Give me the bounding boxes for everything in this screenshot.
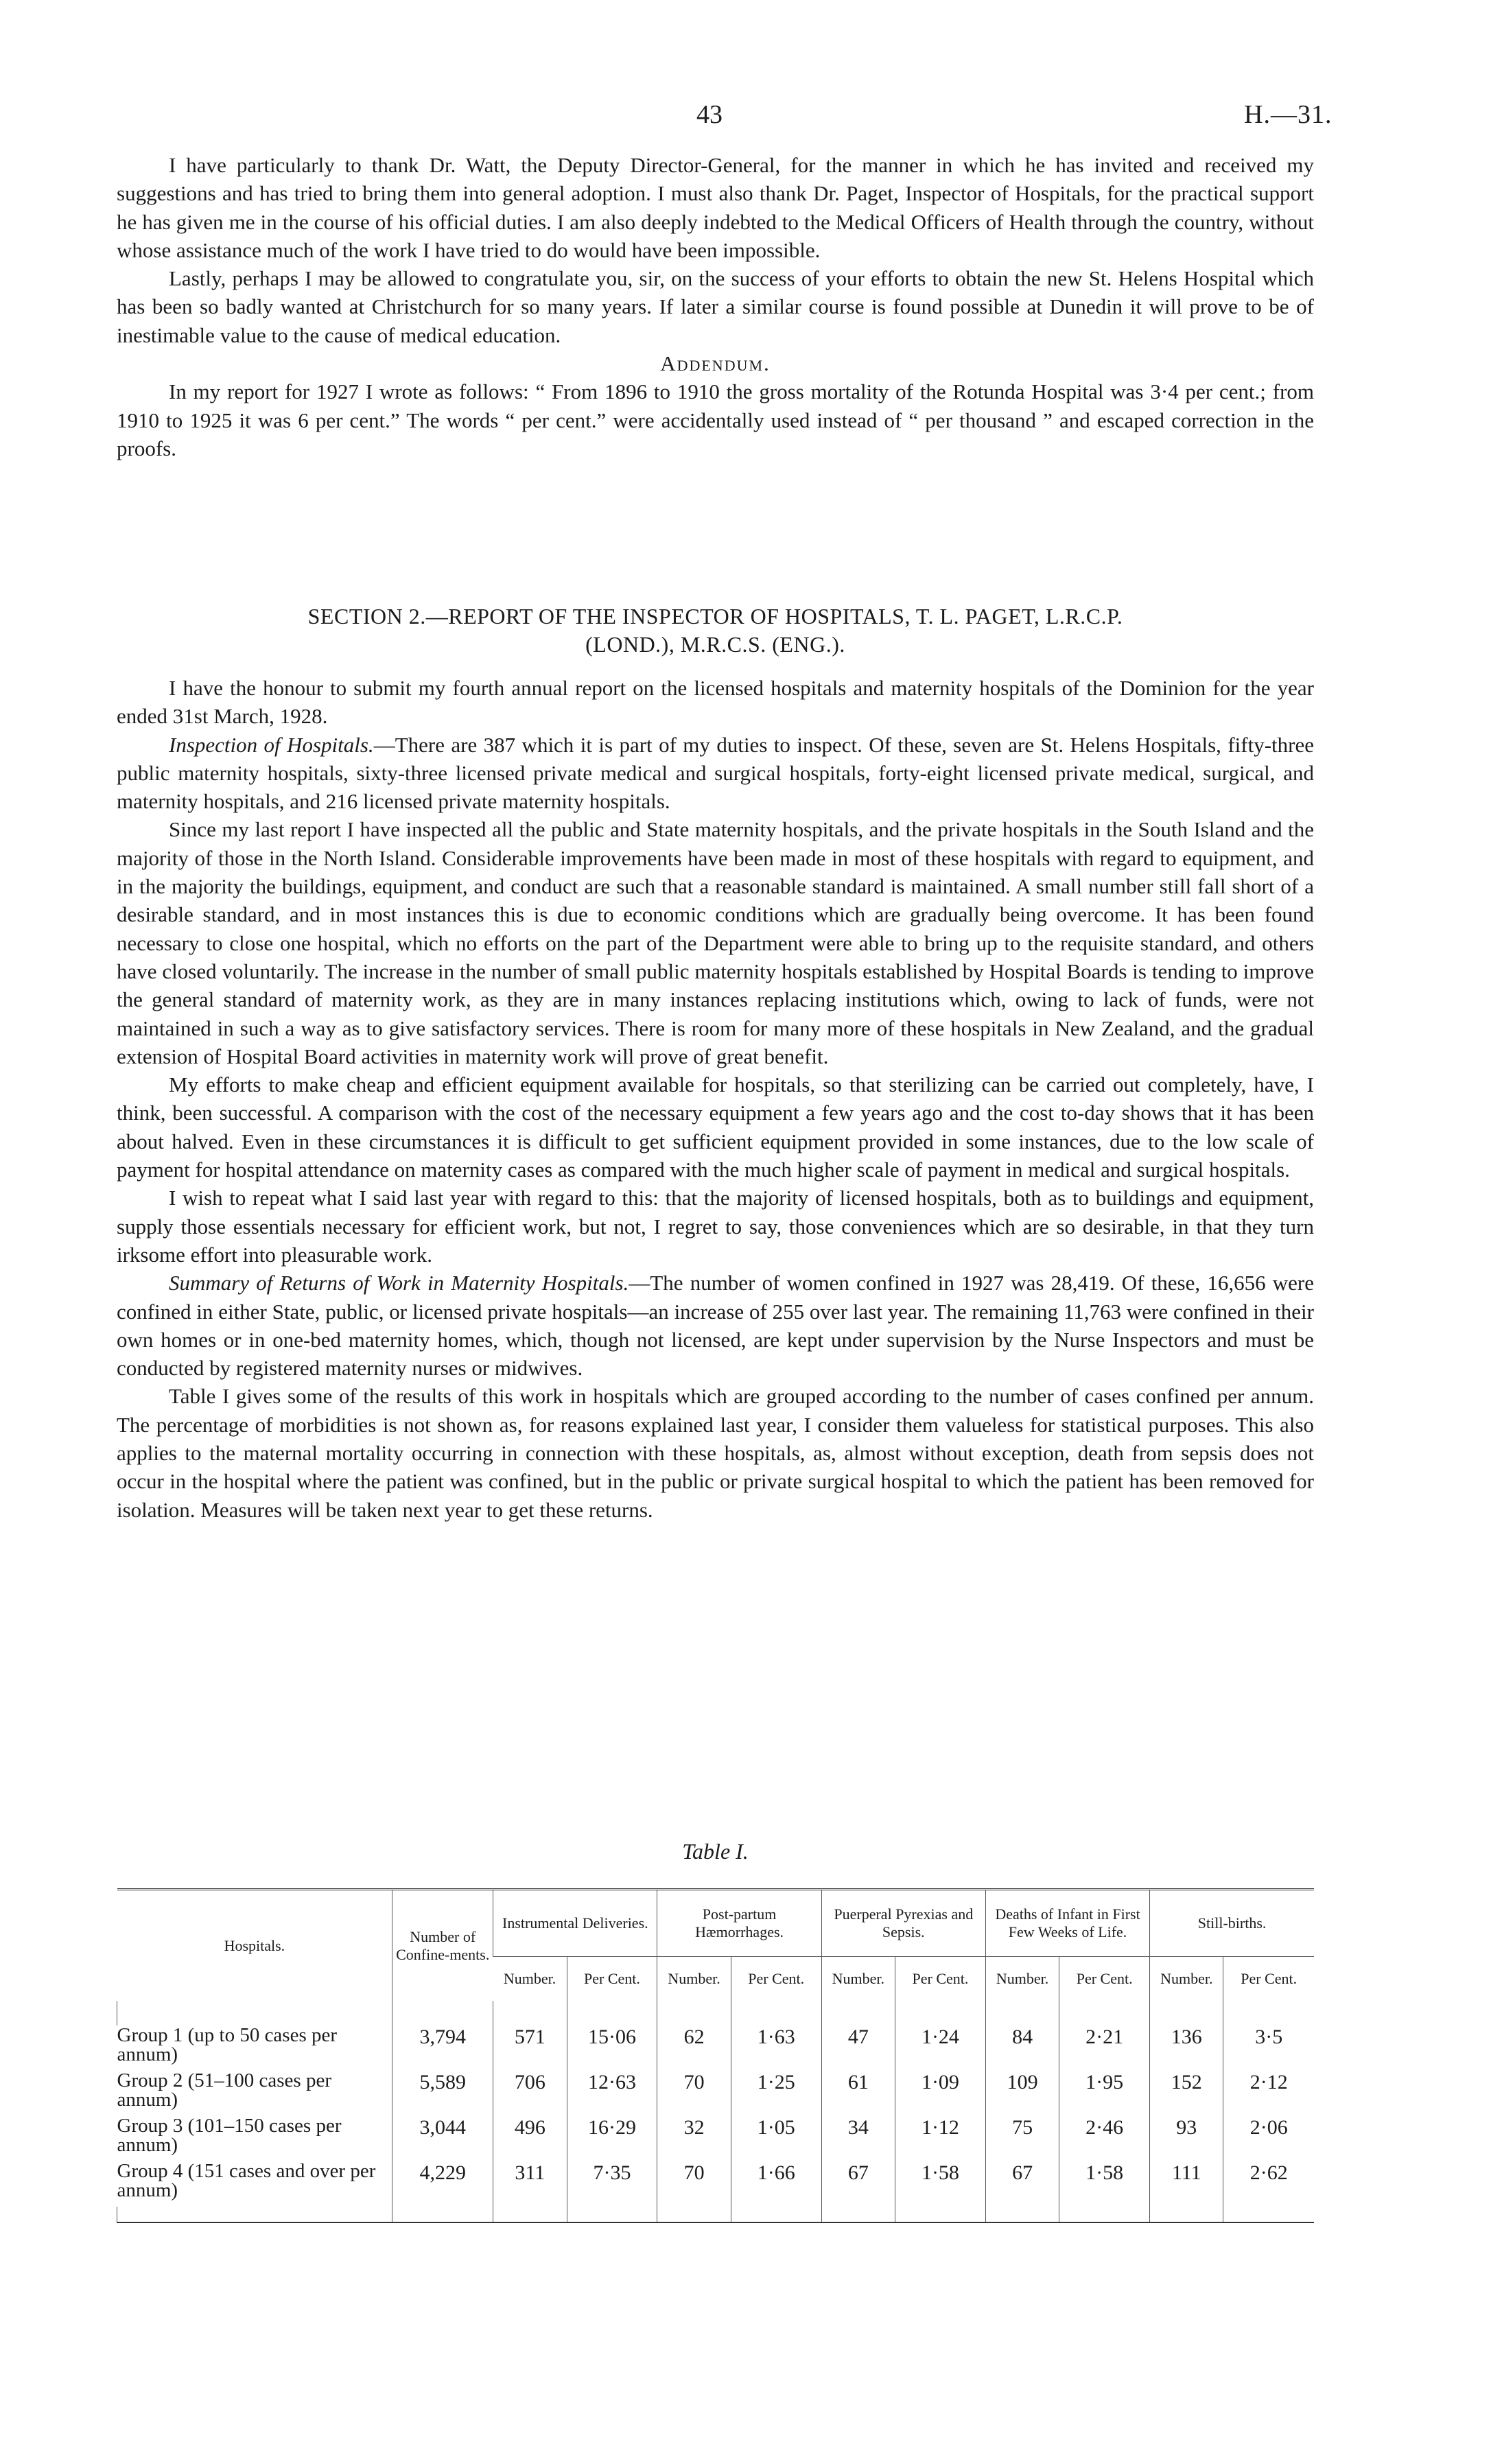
- inspector-report-body: [117, 674, 1314, 1524]
- subheader-number: Number.: [1150, 1957, 1223, 2002]
- page-number: 43: [696, 100, 723, 129]
- subheader-number: Number.: [821, 1957, 895, 2002]
- page-header: [0, 99, 1491, 141]
- cell-value: 1·58: [1059, 2161, 1150, 2207]
- cell-confinements: 3,044: [392, 2116, 493, 2161]
- cell-value: 706: [493, 2071, 567, 2116]
- paragraph-inspection: [117, 731, 1314, 816]
- cell-value: 1·24: [895, 2026, 985, 2071]
- cell-value: 93: [1150, 2116, 1223, 2161]
- cell-value: 62: [657, 2026, 731, 2071]
- row-label: Group 1 (up to 50 cases per annum): [117, 2024, 338, 2065]
- cell-value: 32: [657, 2116, 731, 2161]
- header-instrumental-deliveries: Instrumental Deliveries.: [493, 1890, 657, 1957]
- paragraph-improvements: Since my last report I have inspected all the public and State maternity hospitals, and the private hospitals in the South Island and the majority of those in the North Island. Considerable improvements have been made in most of these hospitals with regard to equipment, and in the majority the buildings, equipment, and conduct are such that a reasonable standard is maintained. A small number still fall short of a desirable standard, and in most instances this is due to economic conditions which are gradually being overcome. It has been found necessary to close one hospital, which no efforts on the part of the Department were able to bring up to the requisite standard, and others have closed voluntarily. The increase in the number of small public maternity hospitals established by Hospital Boards is tending to improve the general standard of maternity work, as they are in many instances replacing institutions which, owing to lack of funds, were not maintained in such a way as to give satisfactory services. There is room for many more of these hospitals in New Zealand, and the gradual extension of Hospital Board activities in maternity work will prove of great benefit.: [117, 817, 1314, 1068]
- cell-value: 34: [821, 2116, 895, 2161]
- cell-value: 67: [821, 2161, 895, 2207]
- cell-value: 67: [985, 2161, 1059, 2207]
- subheader-per-cent: Per Cent.: [1059, 1957, 1150, 2002]
- cell-confinements: 3,794: [392, 2026, 493, 2071]
- cell-value: 111: [1150, 2161, 1223, 2207]
- table-row: [117, 2026, 1315, 2071]
- cell-value: 3·5: [1223, 2026, 1314, 2071]
- table-row: [117, 2161, 1315, 2207]
- paragraph-equipment: My efforts to make cheap and efficient equipment available for hospitals, so that sterilizing can be carried out completely, have, I think, been successful. A comparison with the cost of the necessary equipment a few years ago and the cost to-day shows that it has been about halved. Even in these circumstances it is difficult to get sufficient equipment provided in some instances, due to the low scale of payment for hospital attendance on maternity cases as compared with the much higher scale of payment in medical and surgical hospitals.: [117, 1072, 1314, 1182]
- cell-value: 75: [985, 2116, 1059, 2161]
- cell-value: 2·06: [1223, 2116, 1314, 2161]
- cell-value: 47: [821, 2026, 895, 2071]
- paragraph-table-intro: Table I gives some of the results of this work in hospitals which are grouped according to the number of cases confined per annum. The percentage of morbidities is not shown as, for reasons explained last year, I consider them valueless for statistical purposes. This also applies to the maternal mortality occurring in connection with these hospitals, as, almost without exception, death from sepsis does not occur in the hospital where the patient was confined, but in the public or private surgical hospital to which the patient has been removed for isolation. Measures will be taken next year to get these returns.: [117, 1384, 1314, 1522]
- cell-value: 152: [1150, 2071, 1223, 2116]
- section-heading: [117, 602, 1314, 659]
- header-hospitals: Hospitals.: [224, 1936, 285, 1954]
- cell-value: 1·63: [731, 2026, 821, 2071]
- cell-value: 70: [657, 2071, 731, 2116]
- cell-value: 1·66: [731, 2161, 821, 2207]
- paragraph-summary: [117, 1269, 1314, 1382]
- subheader-number: Number.: [493, 1957, 567, 2002]
- table-caption: Table I.: [682, 1839, 749, 1864]
- section-heading-line-2: (LOND.), M.R.C.S. (ENG.).: [585, 632, 845, 657]
- subheader-per-cent: Per Cent.: [567, 1957, 657, 2002]
- cell-value: 2·21: [1059, 2026, 1150, 2071]
- paragraph-thanks: I have particularly to thank Dr. Watt, the Deputy Director-General, for the manner in which he has invited and received my suggestions and has tried to bring them into general adoption. I must also thank Dr. Paget, Inspector of Hospitals, for the practical support he has given me in the course of his official duties. I am also deeply indebted to the Medical Officers of Health through the country, without whose assistance much of the work I have tried to do would have been impossible.: [117, 153, 1314, 262]
- cell-value: 1·05: [731, 2116, 821, 2161]
- subheader-per-cent: Per Cent.: [1223, 1957, 1314, 2002]
- cell-value: 61: [821, 2071, 895, 2116]
- maternity-statistics-table: [117, 1888, 1314, 2223]
- cell-value: 311: [493, 2161, 567, 2207]
- paragraph-intro: I have the honour to submit my fourth annual report on the licensed hospitals and maternity hospitals of the Dominion for the year ended 31st March, 1928.: [117, 676, 1314, 729]
- addendum-heading: Addendum.: [660, 351, 771, 376]
- table-row: [117, 2071, 1315, 2116]
- header-puerperal-pyrexias: Puerperal Pyrexias and Sepsis.: [821, 1890, 985, 1957]
- document-reference: H.—31.: [1244, 100, 1332, 129]
- inspection-text: —There are 387 which it is part of my duties to inspect. Of these, seven are St. Helens Hospitals, fifty-three public maternity hospitals, sixty-three licensed private medical and surgical hospitals, forty-eight licensed private medical, surgical, and maternity hospitals, and 216 licensed private maternity hospitals.: [117, 732, 1314, 814]
- cell-value: 496: [493, 2116, 567, 2161]
- cell-confinements: 4,229: [392, 2161, 493, 2207]
- cell-value: 136: [1150, 2026, 1223, 2071]
- summary-text: —The number of women confined in 1927 was 28,419. Of these, 16,656 were confined in either State, public, or licensed private hospitals—an increase of 255 over last year. The remaining 11,763 were confined in their own homes or in one-bed maternity homes, which, though not licensed, are kept under supervision by the Nurse Inspectors and must be conducted by registered maternity nurses or midwives.: [117, 1271, 1314, 1381]
- inspection-title: Inspection of Hospitals.: [169, 732, 374, 757]
- header-infant-deaths: Deaths of Infant in First Few Weeks of Life.: [985, 1890, 1149, 1957]
- cell-value: 1·58: [895, 2161, 985, 2207]
- header-confinements: Number of Confine-ments.: [392, 1890, 493, 2002]
- summary-title: Summary of Returns of Work in Maternity Hospitals.: [169, 1271, 629, 1295]
- subheader-number: Number.: [985, 1957, 1059, 2002]
- subheader-per-cent: Per Cent.: [731, 1957, 821, 2002]
- subheader-number: Number.: [657, 1957, 731, 2002]
- cell-value: 1·95: [1059, 2071, 1150, 2116]
- cell-value: 70: [657, 2161, 731, 2207]
- cell-confinements: 5,589: [392, 2071, 493, 2116]
- cell-value: 16·29: [567, 2116, 657, 2161]
- cell-value: 12·63: [567, 2071, 657, 2116]
- cell-value: 571: [493, 2026, 567, 2071]
- section-heading-line-1: SECTION 2.—REPORT OF THE INSPECTOR OF HOSPITALS, T. L. PAGET, L.R.C.P.: [307, 604, 1123, 629]
- cell-value: 2·46: [1059, 2116, 1150, 2161]
- cell-value: 7·35: [567, 2161, 657, 2207]
- addendum-text: In my report for 1927 I wrote as follows: “ From 1896 to 1910 the gross mortality of the Rotunda Hospital was 3·4 per cent.; from 1910 to 1925 it was 6 per cent.” The words “ per cent.” were accidentally used instead of “ per thousand ” and escaped correction in the proofs.: [117, 379, 1314, 460]
- row-label: Group 2 (51–100 cases per annum): [117, 2069, 331, 2111]
- cell-value: 2·12: [1223, 2071, 1314, 2116]
- cell-value: 15·06: [567, 2026, 657, 2071]
- cell-value: 84: [985, 2026, 1059, 2071]
- cell-value: 1·09: [895, 2071, 985, 2116]
- row-label: Group 3 (101–150 cases per annum): [117, 2115, 342, 2156]
- cell-value: 109: [985, 2071, 1059, 2116]
- paragraph-conveniences: I wish to repeat what I said last year with regard to this: that the majority of licensed hospitals, both as to buildings and equipment, supply those essentials necessary for efficient work, but not, I regret to say, those conveniences which are so desirable, in that they turn irksome effort into pleasurable work.: [117, 1186, 1314, 1267]
- table-row: [117, 2116, 1315, 2161]
- header-still-births: Still-births.: [1150, 1890, 1314, 1957]
- cell-value: 2·62: [1223, 2161, 1314, 2207]
- cell-value: 1·12: [895, 2116, 985, 2161]
- cell-value: 1·25: [731, 2071, 821, 2116]
- subheader-per-cent: Per Cent.: [895, 1957, 985, 2002]
- paragraph-congratulations: Lastly, perhaps I may be allowed to congratulate you, sir, on the success of your efforts to obtain the new St. Helens Hospital which has been so badly wanted at Christchurch for so many years. If later a similar course is found possible at Dunedin it will prove to be of inestimable value to the cause of medical education.: [117, 266, 1314, 347]
- header-post-partum-haemorrhages: Post-partum Hæmorrhages.: [657, 1890, 821, 1957]
- closing-remarks: [117, 151, 1314, 462]
- row-label: Group 4 (151 cases and over per annum): [117, 2160, 376, 2201]
